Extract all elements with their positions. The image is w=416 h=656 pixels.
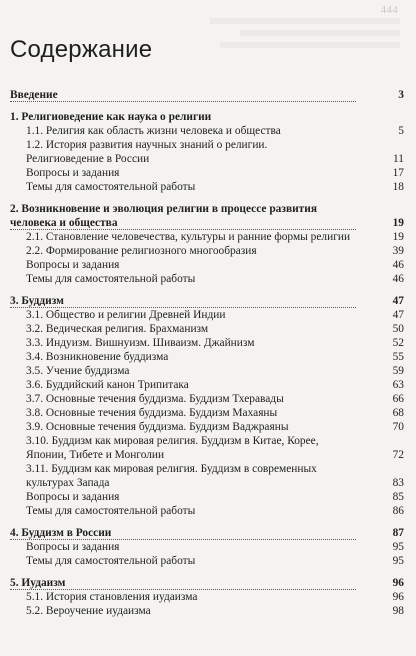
toc-entry-title: человека и общества (10, 217, 118, 229)
toc-page-number: 52 (392, 337, 404, 349)
toc-section-row[interactable] (0, 526, 416, 540)
toc-entry-row[interactable] (0, 554, 416, 568)
toc-page-number: 83 (392, 477, 404, 489)
toc-entry-row[interactable] (0, 180, 416, 194)
toc-entry-title: 3. Буддизм (10, 295, 64, 307)
toc-entry-title: 1. Религиоведение как наука о религии (10, 111, 212, 123)
toc-section-row[interactable] (0, 294, 416, 308)
toc-page-number: 47 (392, 309, 404, 321)
toc-gap (0, 102, 416, 110)
toc-entry-row[interactable] (0, 604, 416, 618)
toc-section-row[interactable] (0, 88, 416, 102)
toc-page-number: 50 (392, 323, 404, 335)
toc-section-row[interactable] (0, 576, 416, 590)
toc-entry-title: 4. Буддизм в России (10, 527, 112, 539)
toc-entry-title: 5.1. История становления иудаизма (26, 591, 198, 603)
toc-page-number: 18 (392, 181, 404, 193)
toc-entry-title: 2.1. Становление человечества, культуры и ранние формы религии (26, 231, 351, 243)
toc-entry-title: Вопросы и задания (26, 491, 120, 503)
toc-gap (0, 286, 416, 294)
toc-gap (0, 194, 416, 202)
toc-entry-row[interactable] (0, 378, 416, 392)
toc-entry-row[interactable] (0, 406, 416, 420)
toc-page-number: 47 (392, 295, 404, 307)
toc-page-number: 68 (392, 407, 404, 419)
toc-page-number: 66 (392, 393, 404, 405)
toc-page-number: 17 (392, 167, 404, 179)
toc-entry-row[interactable] (0, 448, 416, 462)
toc-entry-row[interactable] (0, 258, 416, 272)
toc-page-number: 96 (392, 577, 404, 589)
toc-entry-row[interactable] (0, 152, 416, 166)
toc-entry-title: 3.1. Общество и религии Древней Индии (26, 309, 226, 321)
toc-page-number: 72 (392, 449, 404, 461)
toc-section-row[interactable] (0, 202, 416, 216)
toc-entry-title: 3.3. Индуизм. Вишнуизм. Шиваизм. Джайнизм (26, 337, 255, 349)
toc-entry-row[interactable] (0, 504, 416, 518)
toc-entry-title: Японии, Тибете и Монголии (26, 449, 165, 461)
toc-gap (0, 518, 416, 526)
toc-entry-row[interactable] (0, 308, 416, 322)
toc-page-number: 39 (392, 245, 404, 257)
toc-entry-row[interactable] (0, 434, 416, 448)
toc-page-number: 70 (392, 421, 404, 433)
toc-entry-title: 3.9. Основные течения буддизма. Буддизм Ваджраяны (26, 421, 289, 433)
toc-section-row[interactable] (0, 110, 416, 124)
toc-gap (0, 568, 416, 576)
toc-page-number: 98 (392, 605, 404, 617)
page-title: Содержание (10, 36, 153, 63)
toc-entry-title: Вопросы и задания (26, 541, 120, 553)
toc-entry-title: 2. Возникновение и эволюция религии в процессе развития (10, 203, 317, 215)
toc-entry-row[interactable] (0, 392, 416, 406)
toc-entry-row[interactable] (0, 336, 416, 350)
toc-page-number: 3 (398, 89, 404, 101)
toc-entry-row[interactable] (0, 462, 416, 476)
toc-entry-title: Темы для самостоятельной работы (26, 181, 196, 193)
toc-entry-row[interactable] (0, 540, 416, 554)
toc-page-number: 85 (392, 491, 404, 503)
toc-entry-row[interactable] (0, 272, 416, 286)
toc-page-number: 96 (392, 591, 404, 603)
toc-page-number: 95 (392, 555, 404, 567)
toc-page-number: 5 (398, 125, 404, 137)
toc-entry-row[interactable] (0, 166, 416, 180)
toc-entry-title: Вопросы и задания (26, 167, 120, 179)
toc-entry-title: Религиоведение в России (26, 153, 150, 165)
toc-entry-row[interactable] (0, 364, 416, 378)
toc-entry-row[interactable] (0, 590, 416, 604)
toc-page-number: 63 (392, 379, 404, 391)
toc-page-number: 46 (392, 273, 404, 285)
toc-entry-title: культурах Запада (26, 477, 110, 489)
toc-page-number: 19 (392, 231, 404, 243)
toc-page-number: 86 (392, 505, 404, 517)
toc-entry-row[interactable] (0, 476, 416, 490)
toc-entry-title: 1.2. История развития научных знаний о религии. (26, 139, 268, 151)
toc-entry-title: Вопросы и задания (26, 259, 120, 271)
toc-page-number: 11 (393, 153, 404, 165)
toc-entry-row[interactable] (0, 230, 416, 244)
toc-entry-title: Темы для самостоятельной работы (26, 555, 196, 567)
toc-entry-title: Темы для самостоятельной работы (26, 505, 196, 517)
toc-entry-title: 3.4. Возникновение буддизма (26, 351, 169, 363)
toc-entry-title: 3.10. Буддизм как мировая религия. Буддизм в Китае, Корее, (26, 435, 319, 447)
toc-page-number: 87 (392, 527, 404, 539)
toc-entry-title: 3.7. Основные течения буддизма. Буддизм Тхеравады (26, 393, 284, 405)
table-of-contents (0, 88, 416, 618)
toc-page-number: 19 (392, 217, 404, 229)
toc-page-number: 55 (392, 351, 404, 363)
toc-entry-title: 3.5. Учение буддизма (26, 365, 130, 377)
toc-entry-title: 5.2. Вероучение иудаизма (26, 605, 151, 617)
toc-entry-title: 3.2. Ведическая религия. Брахманизм (26, 323, 209, 335)
show-through-header: 444 (380, 4, 398, 16)
toc-page-number: 46 (392, 259, 404, 271)
toc-entry-row[interactable] (0, 322, 416, 336)
toc-page-number: 59 (392, 365, 404, 377)
toc-entry-title: 1.1. Религия как область жизни человека и общества (26, 125, 281, 137)
toc-entry-title: 5. Иудаизм (10, 577, 66, 589)
toc-entry-row[interactable] (0, 244, 416, 258)
toc-entry-row[interactable] (0, 420, 416, 434)
toc-section-row[interactable] (0, 216, 416, 230)
toc-entry-title: 3.6. Буддийский канон Трипитака (26, 379, 189, 391)
toc-entry-title: 3.8. Основные течения буддизма. Буддизм Махаяны (26, 407, 278, 419)
toc-entry-row[interactable] (0, 124, 416, 138)
toc-entry-row[interactable] (0, 490, 416, 504)
toc-entry-row[interactable] (0, 138, 416, 152)
toc-entry-title: Темы для самостоятельной работы (26, 273, 196, 285)
toc-entry-title: 3.11. Буддизм как мировая религия. Буддизм в современных (26, 463, 317, 475)
toc-entry-title: Введение (10, 89, 58, 101)
toc-page-number: 95 (392, 541, 404, 553)
toc-entry-title: 2.2. Формирование религиозного многообразия (26, 245, 257, 257)
toc-entry-row[interactable] (0, 350, 416, 364)
